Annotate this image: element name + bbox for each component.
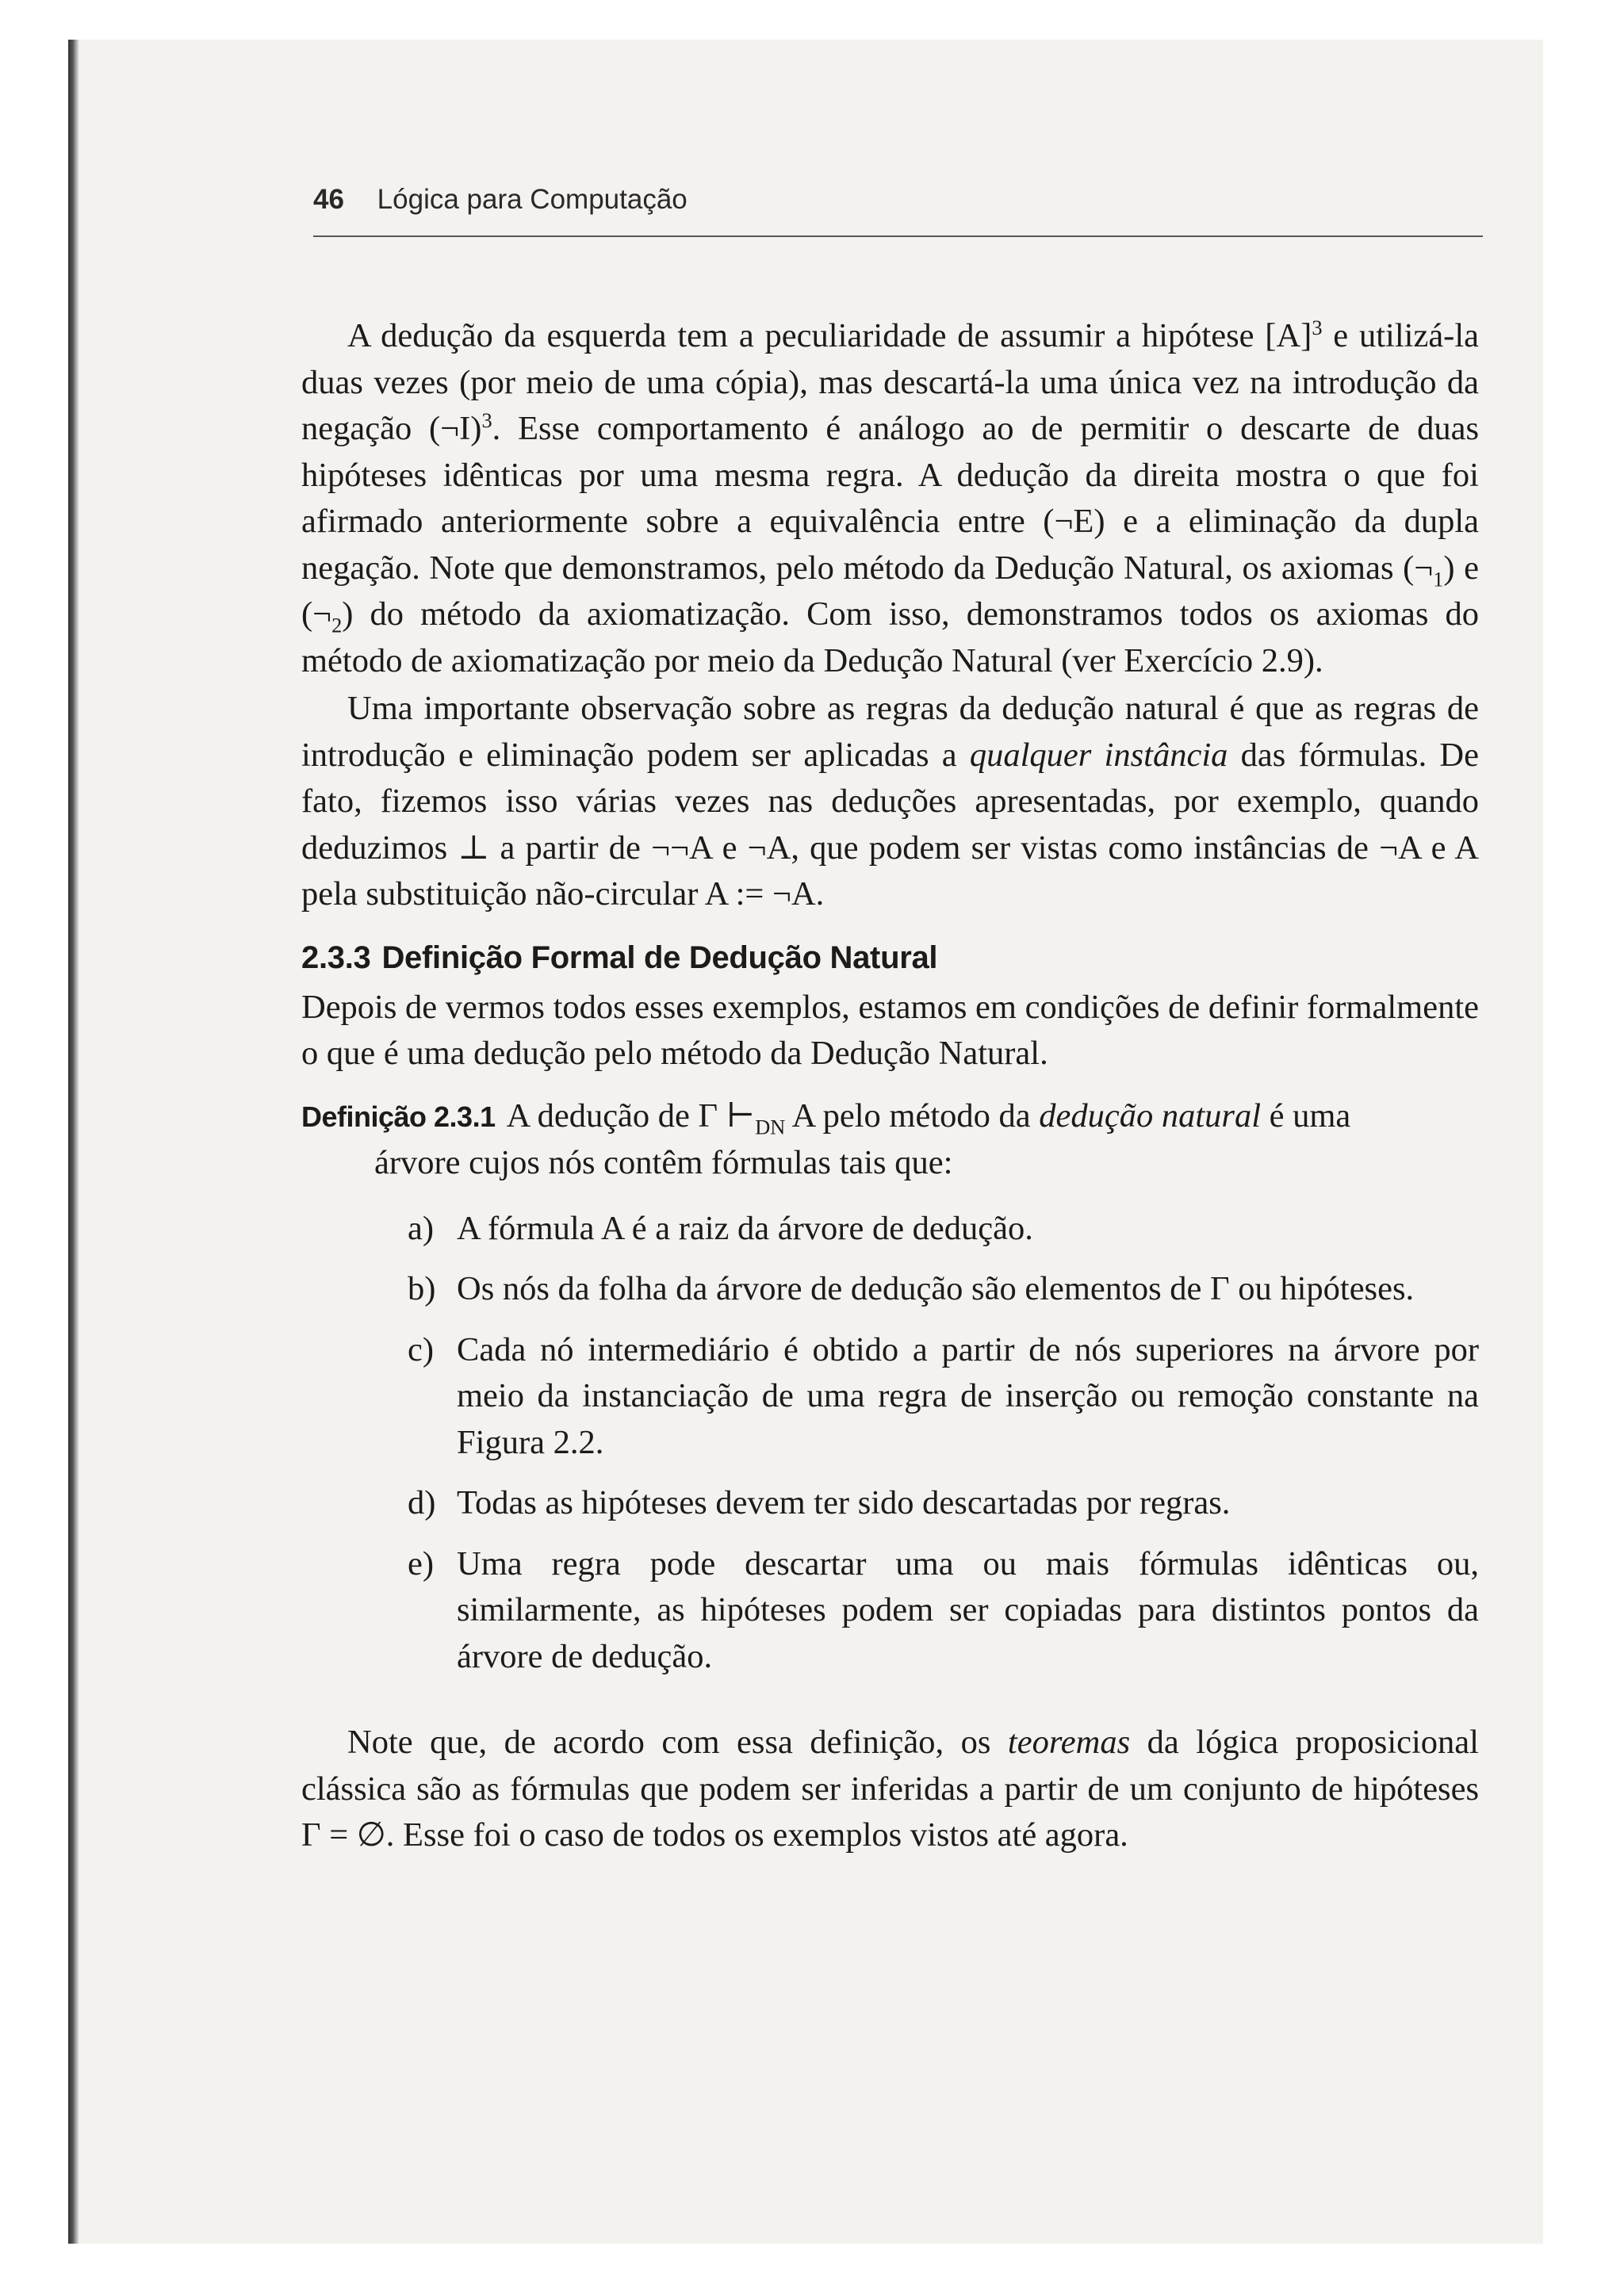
subscript: 1 xyxy=(1433,568,1444,591)
list-item xyxy=(408,1541,1479,1681)
paragraph-1-text-b: e utilizá-la duas vezes (por meio de uma cópia), mas descartá-la uma única vez na introdução da negação (¬I) xyxy=(301,317,1480,447)
item-text: A fórmula A é a raiz da árvore de dedução. xyxy=(457,1209,1033,1247)
section-title: Definição Formal de Dedução Natural xyxy=(381,939,938,975)
list-item xyxy=(408,1266,1479,1313)
item-marker: a) xyxy=(408,1209,435,1247)
page-number: 46 xyxy=(313,184,344,215)
definition-text-c: é uma xyxy=(1261,1096,1351,1135)
subscript: 2 xyxy=(331,614,343,637)
definition-text-b: A pelo método da xyxy=(785,1096,1040,1135)
superscript: 3 xyxy=(481,408,492,432)
definition-continuation: árvore cujos nós contêm fórmulas tais que: xyxy=(374,1144,953,1181)
superscript: 3 xyxy=(1312,316,1323,339)
paragraph-1-text-a: A dedução da esquerda tem a peculiaridade de assumir a hipótese [A] xyxy=(347,317,1312,354)
paragraph-4 xyxy=(301,1720,1479,1859)
paragraph-1 xyxy=(301,313,1479,684)
definition-head xyxy=(301,1093,1479,1141)
subscript: DN xyxy=(755,1115,786,1138)
item-text: Os nós da folha da árvore de dedução são elementos de Γ ou hipóteses. xyxy=(457,1270,1415,1307)
paragraph-3: Depois de vermos todos esses exemplos, estamos em condições de definir formalmente o que é uma dedução pelo método da Dedução Natural. xyxy=(301,988,1479,1072)
paragraph-2 xyxy=(301,686,1479,918)
item-text: Cada nó intermediário é obtido a partir de nós superiores na árvore por meio da instanciação de uma regra de inserção ou remoção constante na Figura 2.2. xyxy=(457,1330,1479,1461)
paragraph-4-text-b: da lógica proposicional clássica são as fórmulas que podem ser inferidas a partir de um conjunto de hipóteses Γ = ∅. Esse foi o caso de todos os exemplos vistos até agora. xyxy=(301,1724,1479,1854)
item-text: Todas as hipóteses devem ter sido descartadas por regras. xyxy=(457,1484,1231,1521)
section-number: 2.3.3 xyxy=(301,939,371,975)
item-marker: d) xyxy=(408,1484,436,1521)
item-marker: b) xyxy=(408,1270,436,1307)
paragraph-2-text-b: das fórmulas. De fato, fizemos isso várias vezes nas deduções apresentadas, por exemplo, quando deduzimos ⊥ a partir de ¬¬A e ¬A, que podem ser vistas como instâncias de ¬A e A pela substituição não-circular A := ¬A. xyxy=(301,736,1479,913)
definition-block xyxy=(301,1093,1479,1681)
paragraph-1-text-e: ) do método da axiomatização. Com isso, demonstramos todos os axiomas do método de axiomatização por meio da Dedução Natural (ver Exercício 2.9). xyxy=(301,595,1479,679)
header-rule xyxy=(313,235,1483,237)
paragraph-2-text-a: Uma importante observação sobre as regras da dedução natural é que as regras de introdução e eliminação podem ser aplicadas a xyxy=(301,690,1479,774)
paragraph-1-text-d: ) e (¬ xyxy=(301,549,1479,633)
item-marker: c) xyxy=(408,1330,435,1368)
running-title: Lógica para Computação xyxy=(377,184,688,215)
paragraph-1-text-c: . Esse comportamento é análogo ao de permitir o descarte de duas hipóteses idênticas por uma mesma regra. A dedução da direita mostra o que foi afirmado anteriormente sobre a equivalência entre (¬E) e a eliminação da dupla negação. Note que demonstramos, pelo método da Dedução Natural, os axiomas (¬ xyxy=(301,410,1479,587)
definition-text-a: A dedução de Γ ⊢ xyxy=(506,1096,756,1135)
list-item xyxy=(408,1480,1479,1527)
scan-margin xyxy=(0,0,68,2296)
emphasis: dedução natural xyxy=(1039,1096,1262,1135)
item-text: Uma regra pode descartar uma ou mais fórmulas idênticas ou, similarmente, as hipóteses podem ser copiadas para distintos pontos da árvore de dedução. xyxy=(457,1544,1479,1675)
paragraph-4-text-a: Note que, de acordo com essa definição, os xyxy=(347,1724,1008,1761)
section-heading xyxy=(301,934,1479,982)
page-body xyxy=(301,313,1479,1859)
list-item xyxy=(408,1206,1479,1253)
definition-items xyxy=(301,1206,1479,1681)
emphasis: teoremas xyxy=(1007,1724,1131,1761)
emphasis: qualquer instância xyxy=(969,736,1228,774)
list-item xyxy=(408,1327,1479,1467)
item-marker: e) xyxy=(408,1544,435,1582)
running-header xyxy=(313,184,1479,232)
definition-label: Definição 2.3.1 xyxy=(301,1100,496,1133)
